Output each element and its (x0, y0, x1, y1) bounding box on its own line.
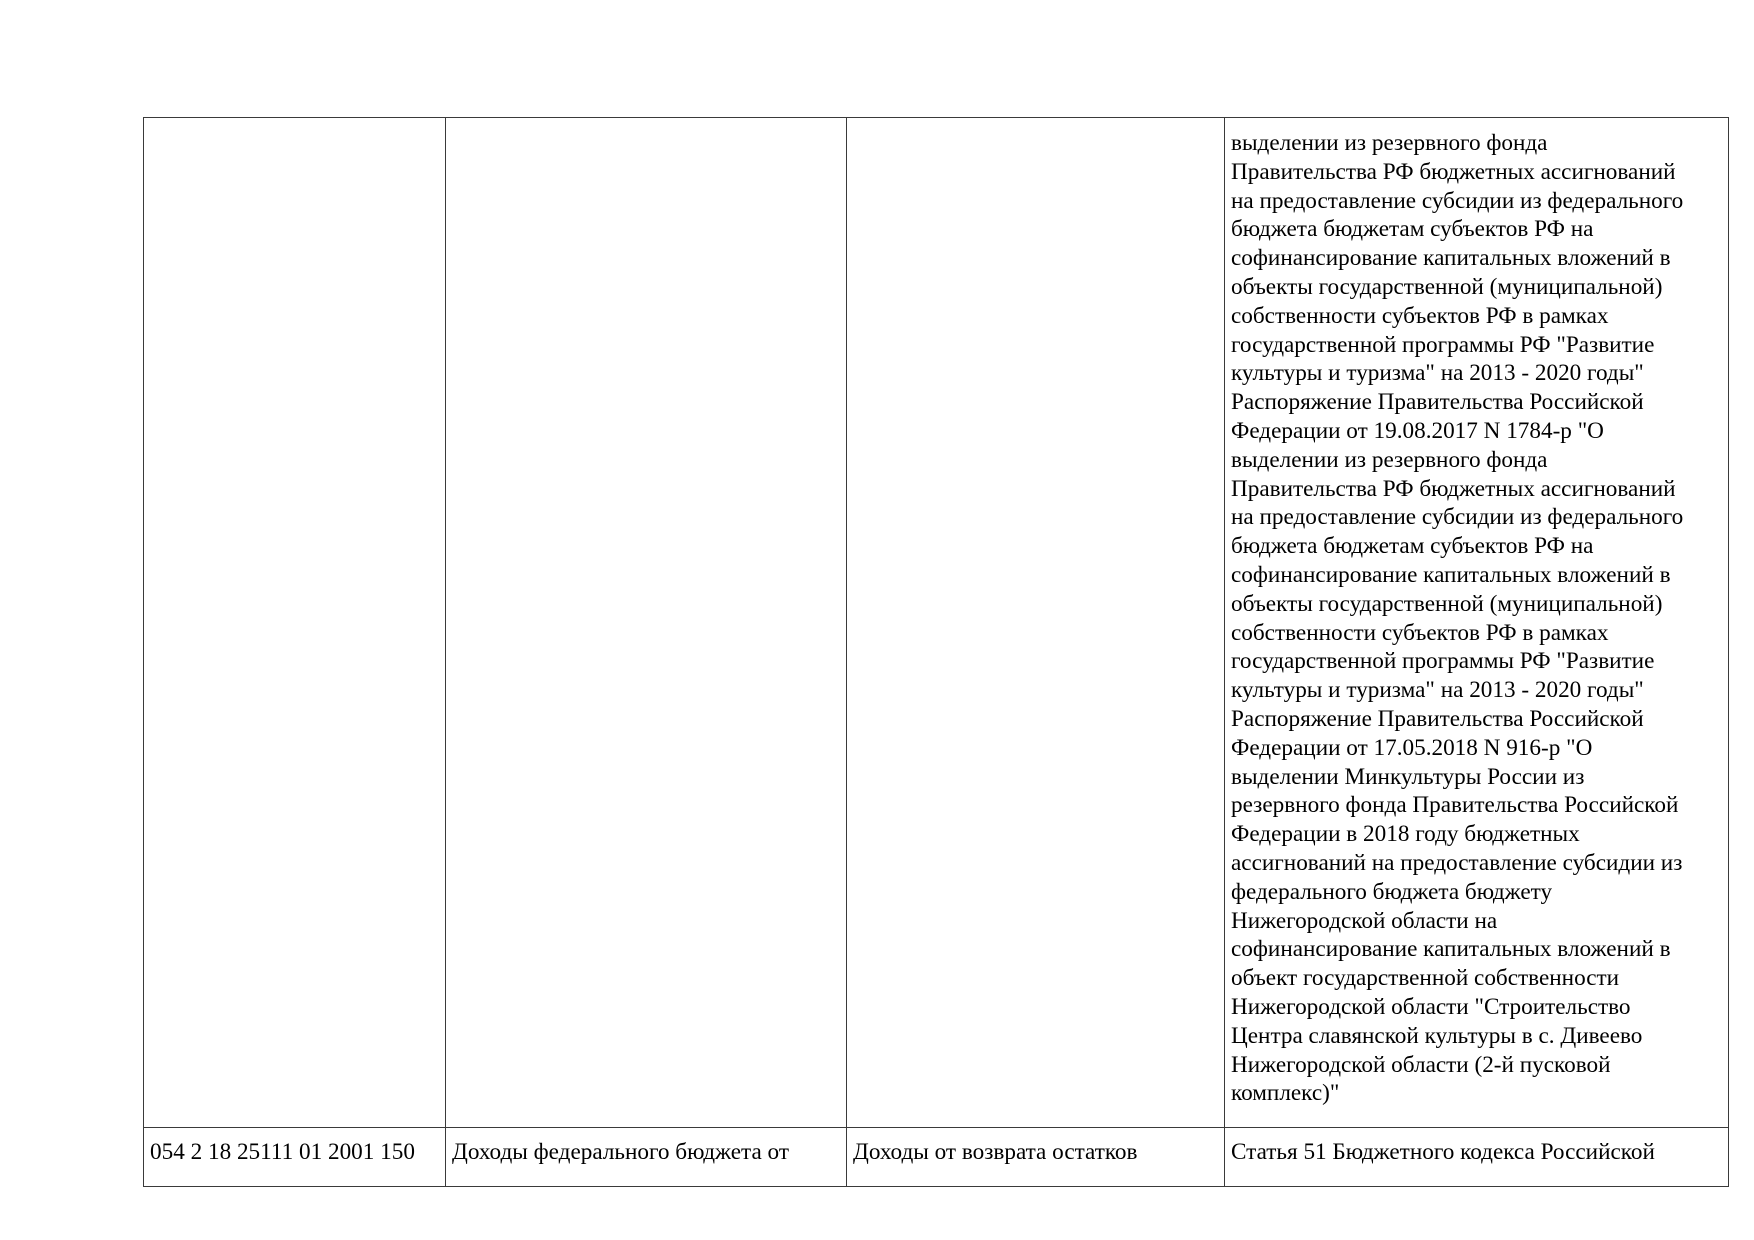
cell-legal-basis (1225, 118, 1729, 1128)
text-line: ассигнований на предоставление субсидии из (1231, 849, 1683, 876)
text-line: государственной программы РФ "Развитие (1231, 648, 1655, 675)
cell-income-type (847, 118, 1225, 1128)
text-line: выделении из резервного фонда (1231, 446, 1548, 473)
text-line: комплекс)" (1231, 1080, 1340, 1107)
text-line: культуры и туризма" на 2013 - 2020 годы" (1231, 677, 1644, 704)
text-line: Нижегородской области (2-й пусковой (1231, 1051, 1611, 1078)
text-line: бюджета бюджетам субъектов РФ на (1231, 216, 1594, 243)
text-line: объект государственной собственности (1231, 965, 1620, 992)
table-row (144, 1128, 1729, 1187)
text-line: Федерации от 17.05.2018 N 916-р "О (1231, 734, 1593, 761)
text-line: собственности субъектов РФ в рамках (1231, 619, 1609, 646)
text-line: софинансирование капитальных вложений в (1231, 561, 1671, 588)
text-line: софинансирование капитальных вложений в (1231, 245, 1671, 272)
text-line: объекты государственной (муниципальной) (1231, 590, 1663, 617)
text-line: Распоряжение Правительства Российской (1231, 389, 1644, 416)
text-line: Правительства РФ бюджетных ассигнований (1231, 475, 1676, 502)
text-line: Нижегородской области "Строительство (1231, 993, 1631, 1020)
cell-legal-basis: Статья 51 Бюджетного кодекса Российской (1225, 1128, 1729, 1187)
text-line: Правительства РФ бюджетных ассигнований (1231, 158, 1676, 185)
cell-code (144, 118, 446, 1128)
cell-name: Доходы федерального бюджета от (446, 1128, 847, 1187)
text-line: собственности субъектов РФ в рамках (1231, 302, 1609, 329)
cell-name (446, 118, 847, 1128)
text-line: культуры и туризма" на 2013 - 2020 годы" (1231, 360, 1644, 387)
text-line: федерального бюджета бюджету (1231, 878, 1553, 905)
text-line: на предоставление субсидии из федерального (1231, 504, 1684, 531)
text-line: резервного фонда Правительства Российской (1231, 792, 1679, 819)
text-line: Нижегородской области на (1231, 907, 1498, 934)
text-line: объекты государственной (муниципальной) (1231, 273, 1663, 300)
text-line: Распоряжение Правительства Российской (1231, 705, 1644, 732)
text-line: на предоставление субсидии из федерального (1231, 187, 1684, 214)
text-line: Федерации в 2018 году бюджетных (1231, 821, 1580, 848)
text-line: бюджета бюджетам субъектов РФ на (1231, 533, 1594, 560)
budget-codes-table (143, 117, 1729, 1187)
cell-income-type: Доходы от возврата остатков (847, 1128, 1225, 1187)
table-row (144, 118, 1729, 1128)
text-line: государственной программы РФ "Развитие (1231, 331, 1655, 358)
text-line: Центра славянской культуры в с. Дивеево (1231, 1022, 1643, 1049)
text-line: выделении Минкультуры России из (1231, 763, 1585, 790)
text-line: выделении из резервного фонда (1231, 130, 1548, 156)
text-line: софинансирование капитальных вложений в (1231, 936, 1671, 963)
cell-code: 054 2 18 25111 01 2001 150 (144, 1128, 446, 1187)
text-line: Федерации от 19.08.2017 N 1784-р "О (1231, 417, 1604, 444)
